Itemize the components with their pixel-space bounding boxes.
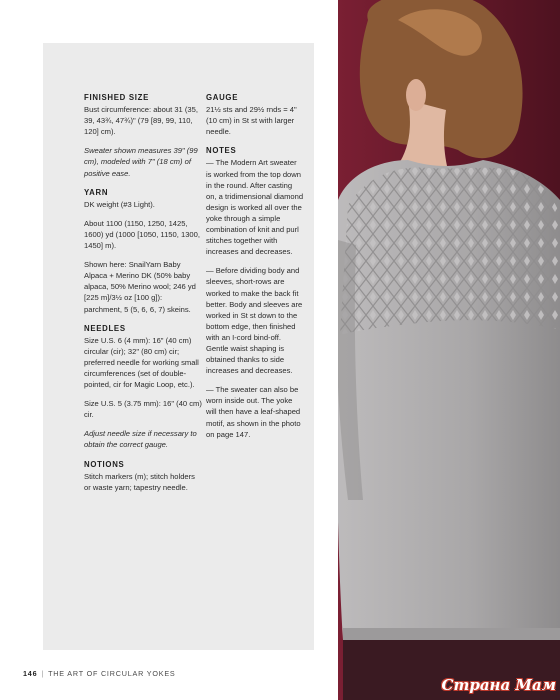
notes-paragraph-3: — The sweater can also be worn inside out. The yoke will then have a leaf-shaped motif, as shown in the photo on page 147. <box>206 385 301 439</box>
page-footer <box>23 669 176 678</box>
needles-size6-text: Size U.S. 6 (4 mm): 16" (40 cm) circular (cir); 32" (80 cm) cir; preferred needle for working small circumferences (set of double-pointed, cir for Magic Loop, etc.). <box>84 335 199 390</box>
gauge-section <box>206 92 304 137</box>
gauge-heading: GAUGE <box>206 93 239 102</box>
notes-paragraph-2: — Before dividing body and sleeves, short-rows are worked to make the back fit better. Body and sleeves are worked in St st down to the bottom edge, then finished with an I-cord bind-off. Gentle waist shaping is obtained thanks to side increases and decreases. <box>206 266 303 376</box>
needles-size5-text: Size U.S. 5 (3.75 mm): 16" (40 cm) cir. <box>84 399 202 420</box>
yarn-shown-text: Shown here: SnailYarn Baby Alpaca + Merino DK (50% baby alpaca, 50% Merino wool; 246 yd [225 m]/3½ oz [100 g]): parchment, 5 (5, 6, 6, 7) skeins. <box>84 260 196 314</box>
yarn-weight-text: DK weight (#3 Light). <box>84 199 155 209</box>
model-photo-illustration <box>338 0 560 700</box>
footer-separator: | <box>41 669 45 678</box>
notes-section <box>206 145 304 439</box>
finished-size-text: Bust circumference: about 31 (35, 39, 43¾, 47¾)" (79 [89, 99, 110, 120] cm). <box>84 105 198 137</box>
yarn-amount-text: About 1100 (1150, 1250, 1425, 1600) yd (1000 [1050, 1150, 1300, 1450] m). <box>84 218 200 251</box>
right-column <box>206 92 304 448</box>
gauge-text: 21½ sts and 29½ rnds = 4" (10 cm) in St st with larger needle. <box>206 105 297 137</box>
page-number: 146 <box>23 669 38 678</box>
needles-gauge-note: Adjust needle size if necessary to obtain the correct gauge. <box>84 429 197 450</box>
notions-text: Stitch markers (m); stitch holders or waste yarn; tapestry needle. <box>84 471 195 492</box>
site-watermark: Страна Мам <box>441 676 556 694</box>
needles-heading: NEEDLES <box>84 323 126 333</box>
finished-size-section <box>84 92 202 179</box>
yarn-heading: YARN <box>84 187 109 197</box>
notions-section <box>84 459 202 493</box>
notes-heading: NOTES <box>206 146 237 156</box>
notes-paragraph-1: — The Modern Art sweater is worked from the top down in the round. After casting on, a tridimensional diamond design is worked all over the yoke through a simple combination of knit and purl stitches together with increases and decreases. <box>206 158 304 257</box>
yarn-section <box>84 187 202 315</box>
notions-heading: NOTIONS <box>84 459 125 469</box>
model-photo <box>338 0 560 700</box>
needles-section <box>84 323 202 451</box>
sweater-shown-text: Sweater shown measures 39" (99 cm), modeled with 7" (18 cm) of positive ease. <box>84 146 198 178</box>
finished-size-heading: FINISHED SIZE <box>84 93 149 102</box>
left-column <box>84 92 202 501</box>
book-title: THE ART OF CIRCULAR YOKES <box>48 669 176 678</box>
